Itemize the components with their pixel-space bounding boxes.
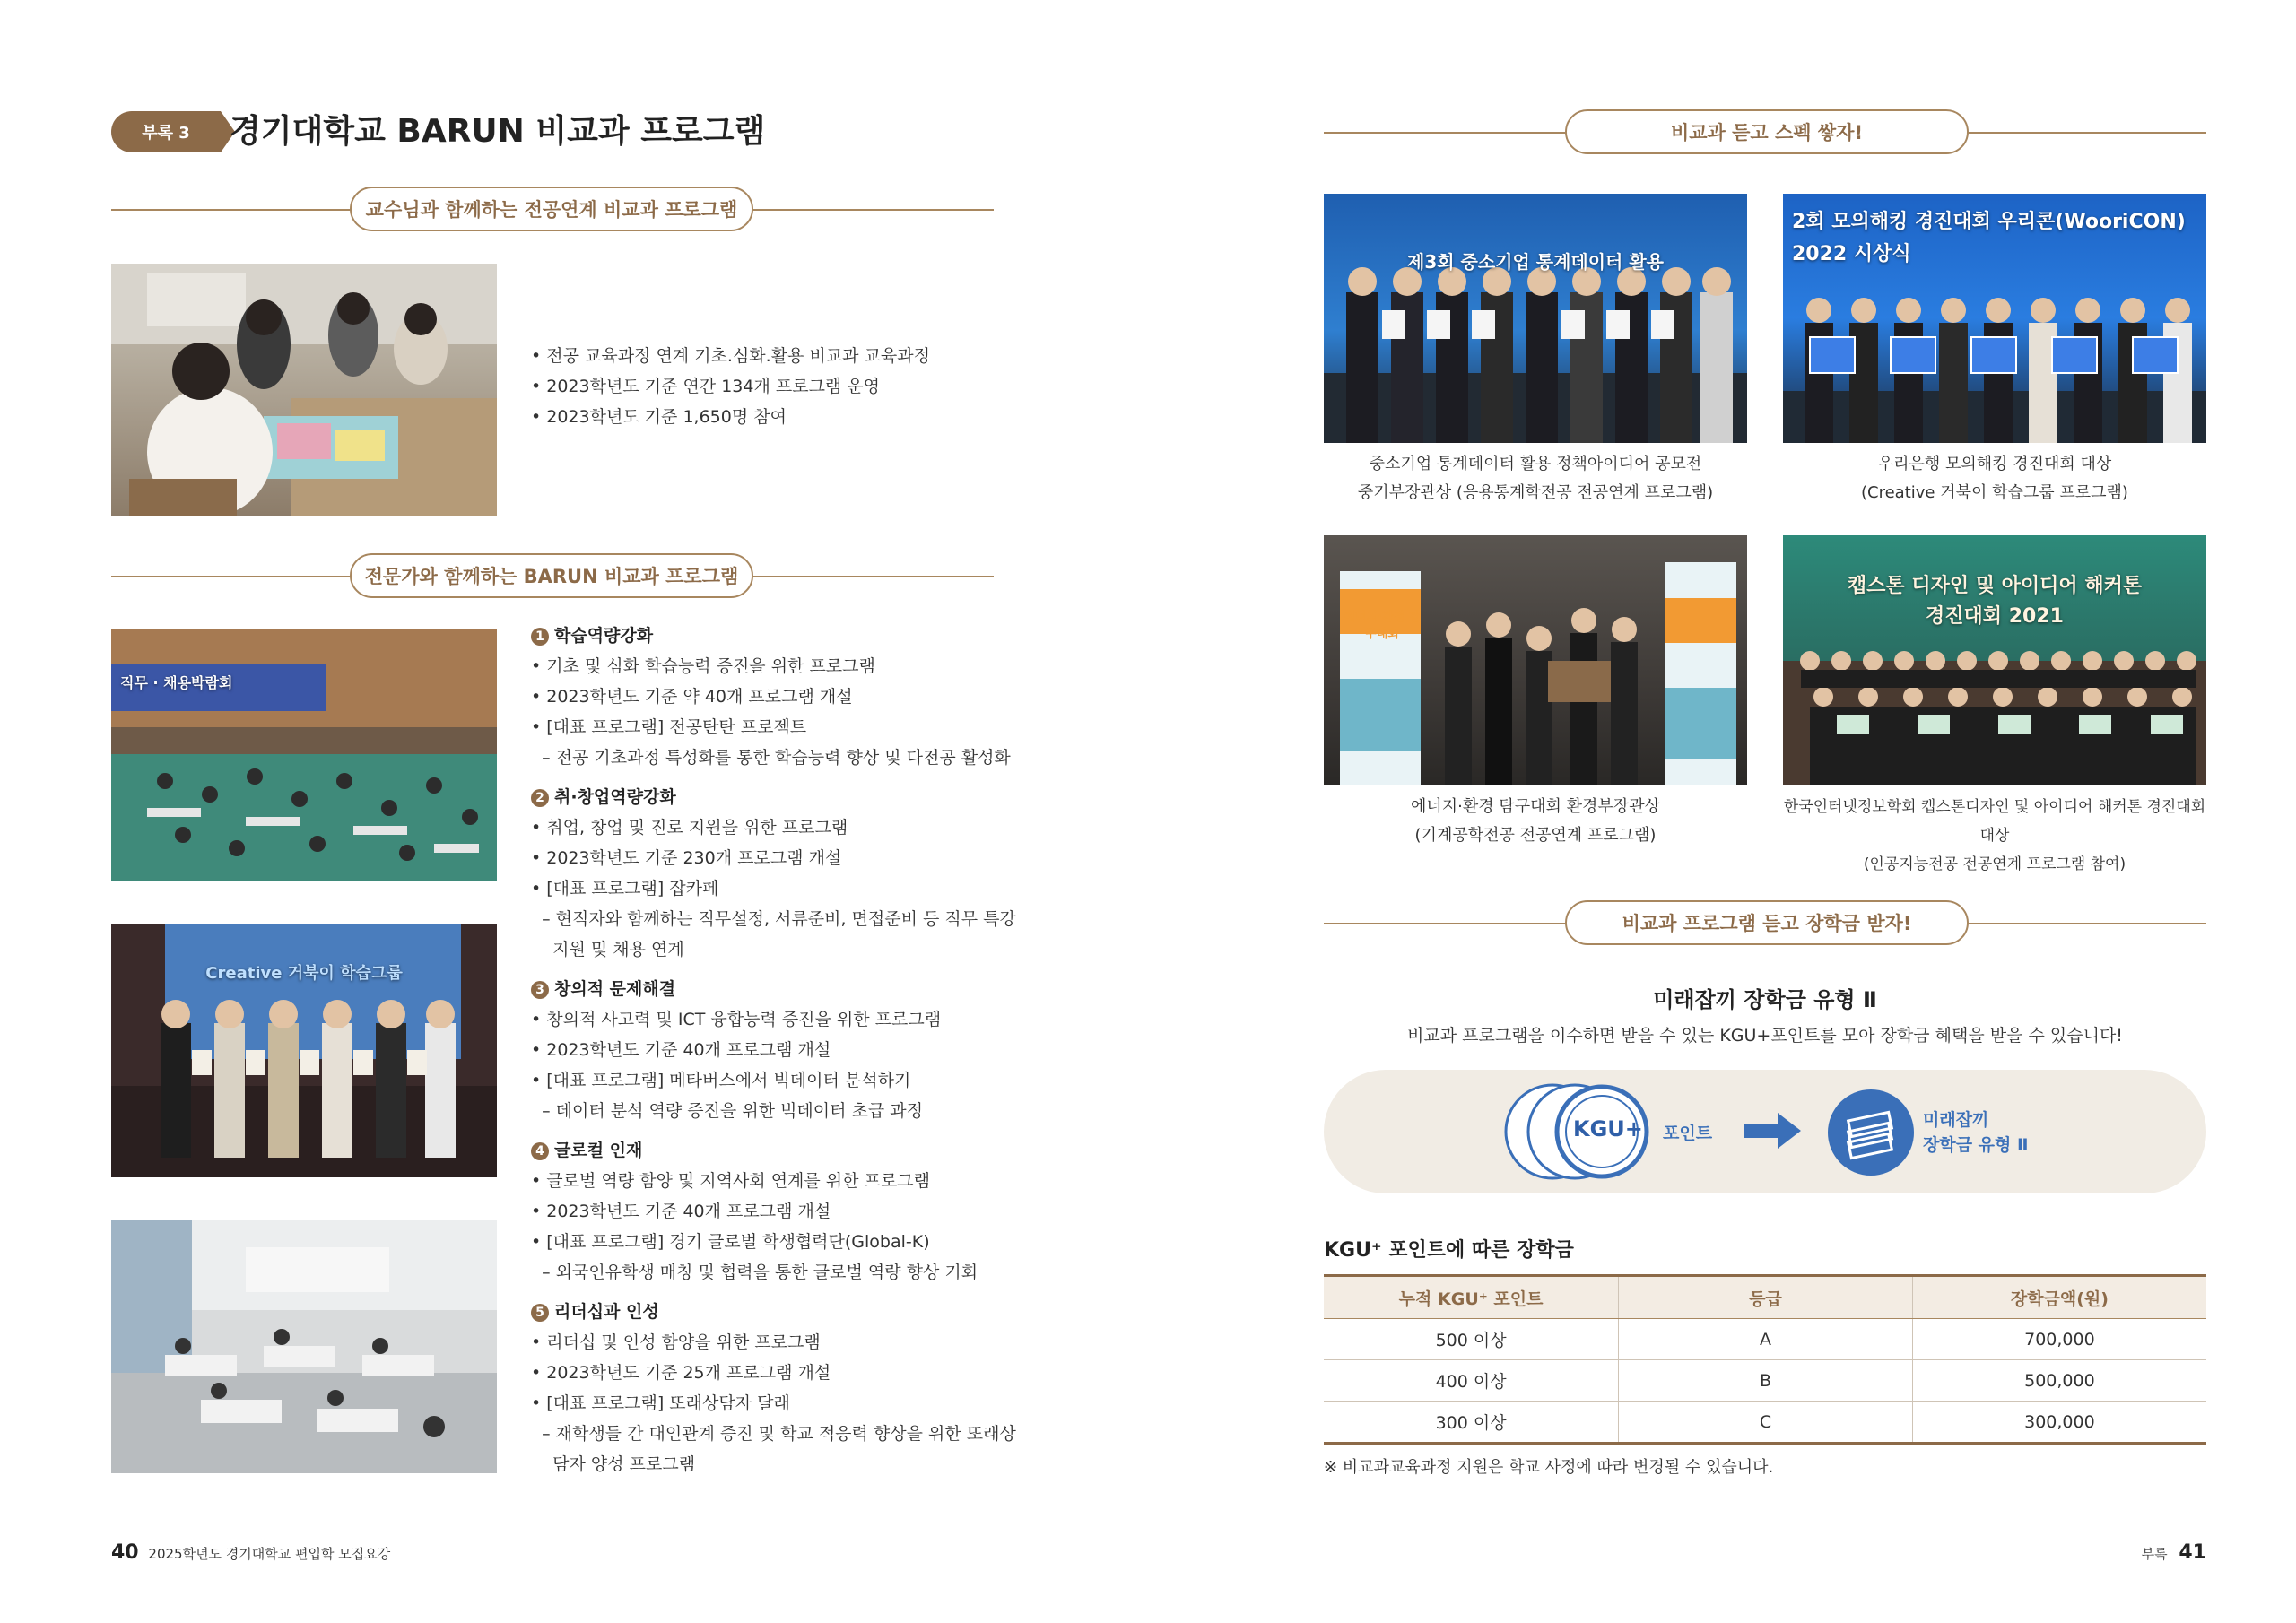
column-header: 장학금액(원) <box>1912 1276 2206 1319</box>
footer-text: 부록 <box>2141 1546 2168 1562</box>
list-item: – 재학생들 간 대인관계 증진 및 학교 적응력 향상을 위한 또래상 <box>531 1424 1016 1444</box>
list-item: 담자 양성 프로그램 <box>531 1454 696 1474</box>
page-number: 40 <box>111 1541 139 1564</box>
appendix-badge: 부록 3 <box>111 111 221 152</box>
table-cell: 500,000 <box>1912 1360 2206 1402</box>
bullet-item: • 2023학년도 기준 1,650명 참여 <box>531 407 787 427</box>
gallery-photo-capstone <box>1783 535 2206 785</box>
bullet-item: • 전공 교육과정 연계 기초.심화.활용 비교과 교육과정 <box>531 346 930 366</box>
number-badge: 4 <box>531 1142 549 1160</box>
list-item: • 2023학년도 기준 40개 프로그램 개설 <box>531 1040 831 1060</box>
number-badge: 1 <box>531 628 549 646</box>
gallery-photo-sme-contest <box>1324 194 1747 443</box>
photo-banner-text: Creative 거북이 학습그룹 <box>205 964 403 983</box>
table-cell: 700,000 <box>1912 1319 2206 1360</box>
list-item: – 외국인유학생 매칭 및 협력을 통한 글로벌 역량 향상 기회 <box>531 1263 978 1282</box>
number-badge: 2 <box>531 789 549 807</box>
photo-banner-text: 직무 · 채용박람회 <box>120 674 233 691</box>
photo-banner-text: 캡스톤 디자인 및 아이디어 해커톤 경진대회 2021 <box>1847 575 2143 628</box>
gallery-caption <box>1324 450 1747 508</box>
list-item: • [대표 프로그램] 전공탄탄 프로젝트 <box>531 717 807 737</box>
result-line: 장학금 유형 Ⅱ <box>1923 1135 2029 1155</box>
list-item: – 현직자와 함께하는 직무설정, 서류준비, 면접준비 등 직무 특강 <box>531 909 1016 929</box>
table-cell: 400 이상 <box>1324 1360 1619 1402</box>
caption-line: 중소기업 통계데이터 활용 정책아이디어 공모전 <box>1369 455 1702 473</box>
footer-left <box>111 1541 390 1564</box>
table-cell: 300,000 <box>1912 1402 2206 1444</box>
list-item: • 글로벌 역량 함양 및 지역사회 연계를 위한 프로그램 <box>531 1171 930 1191</box>
group-leadership <box>531 1297 1016 1480</box>
column-header: 누적 KGU⁺ 포인트 <box>1324 1276 1619 1319</box>
scholarship-table <box>1324 1274 2206 1445</box>
list-item: • [대표 프로그램] 경기 글로벌 학생협력단(Global-K) <box>531 1232 930 1252</box>
number-badge: 3 <box>531 981 549 999</box>
section-pill-spec: 비교과 듣고 스펙 쌓자! <box>1565 109 1969 154</box>
table-row <box>1324 1360 2206 1402</box>
list-item: • 2023학년도 기준 25개 프로그램 개설 <box>531 1363 831 1383</box>
bullet-item: • 2023학년도 기준 연간 134개 프로그램 운영 <box>531 377 881 396</box>
table-cell: C <box>1619 1402 1913 1444</box>
list-item: • [대표 프로그램] 또래상담자 달래 <box>531 1393 790 1413</box>
footer-right <box>2142 1541 2206 1564</box>
money-stack-icon <box>1828 1089 1914 1176</box>
points-label: 포인트 <box>1663 1124 1713 1143</box>
group-title: 취·창업역량강화 <box>554 787 676 807</box>
group-learning <box>531 621 1011 773</box>
photo-banner-text: 에너지·환경 탐구대회 <box>1344 611 1421 641</box>
section-pill-major-linked: 교수님과 함께하는 전공연계 비교과 프로그램 <box>350 187 753 231</box>
result-line: 미래잡끼 <box>1923 1110 1989 1130</box>
list-item: • [대표 프로그램] 잡카페 <box>531 879 719 898</box>
photo-classroom-activity <box>111 264 497 516</box>
number-badge: 5 <box>531 1304 549 1322</box>
arrow-right-icon <box>1744 1113 1801 1149</box>
gallery-caption <box>1783 450 2206 508</box>
list-item: • 취업, 창업 및 진로 지원을 위한 프로그램 <box>531 818 848 838</box>
list-item: 지원 및 채용 연계 <box>531 940 684 959</box>
gallery-photo-energy-env <box>1324 535 1747 785</box>
list-item: • 2023학년도 기준 230개 프로그램 개설 <box>531 848 842 868</box>
table-cell: 300 이상 <box>1324 1402 1619 1444</box>
list-item: – 전공 기초과정 특성화를 통한 학습능력 향상 및 다전공 활성화 <box>531 748 1011 768</box>
section-pill-expert-barun: 전문가와 함께하는 BARUN 비교과 프로그램 <box>350 553 753 598</box>
photo-award-group <box>111 924 497 1177</box>
photo-banner-text: 제3회 중소기업 통계데이터 활용 <box>1407 251 1664 273</box>
list-item: • 2023학년도 기준 40개 프로그램 개설 <box>531 1202 831 1221</box>
section-pill-scholarship: 비교과 프로그램 듣고 장학금 받자! <box>1565 900 1969 945</box>
footnote: ※ 비교과교육과정 지원은 학교 사정에 따라 변경될 수 있습니다. <box>1324 1458 1774 1477</box>
group-title: 창의적 문제해결 <box>554 979 676 999</box>
gallery-photo-wooricon <box>1783 194 2206 443</box>
caption-line: (기계공학전공 전공연계 프로그램) <box>1414 826 1657 845</box>
caption-line: 에너지·환경 탐구대회 환경부장관상 <box>1411 797 1660 816</box>
list-item: • 2023학년도 기준 약 40개 프로그램 개설 <box>531 687 853 707</box>
section1-bullets <box>531 341 930 432</box>
photo-illustration <box>1324 194 1747 443</box>
caption-line: 한국인터넷정보학회 캡스톤디자인 및 아이디어 해커톤 경진대회 대상 <box>1783 798 2206 845</box>
group-creative <box>531 974 941 1126</box>
group-title: 학습역량강화 <box>554 626 654 646</box>
caption-line: (인공지능전공 전공연계 프로그램 참여) <box>1863 855 2126 873</box>
table-row <box>1324 1319 2206 1360</box>
photo-illustration <box>111 629 497 881</box>
photo-classroom-peer <box>111 1220 497 1473</box>
table-cell: A <box>1619 1319 1913 1360</box>
list-item: • 창의적 사고력 및 ICT 융합능력 증진을 위한 프로그램 <box>531 1010 942 1029</box>
footer-text: 2025학년도 경기대학교 편입학 모집요강 <box>148 1546 391 1562</box>
list-item: • 리더십 및 인성 함양을 위한 프로그램 <box>531 1332 821 1352</box>
table-header-row <box>1324 1276 2206 1319</box>
group-title: 리더십과 인성 <box>554 1302 659 1322</box>
table-row <box>1324 1402 2206 1444</box>
list-item: – 데이터 분석 역량 증진을 위한 빅데이터 초급 과정 <box>531 1101 923 1121</box>
gallery-caption <box>1783 793 2206 879</box>
table-cell: B <box>1619 1360 1913 1402</box>
photo-banner-text: 2회 모의해킹 경진대회 우리콘(WooriCON) 2022 시상식 <box>1792 211 2186 265</box>
gallery-caption <box>1324 793 1747 850</box>
caption-line: (Creative 거북이 학습그룹 프로그램) <box>1861 483 2128 502</box>
scholarship-flow <box>1324 1070 2206 1193</box>
scholarship-description: 비교과 프로그램을 이수하면 받을 수 있는 KGU+포인트를 모아 장학금 혜택을 받을 수 있습니다! <box>1407 1026 2123 1046</box>
column-header: 등급 <box>1619 1276 1913 1319</box>
photo-illustration <box>1324 535 1747 785</box>
group-career <box>531 782 1016 965</box>
photo-illustration <box>111 264 497 516</box>
group-glocal <box>531 1135 978 1288</box>
photo-illustration <box>111 1220 497 1473</box>
caption-line: 중기부장관상 (응용통계학전공 전공연계 프로그램) <box>1357 483 1714 502</box>
photo-job-fair <box>111 629 497 881</box>
scholarship-title: 미래잡끼 장학금 유형 Ⅱ <box>1653 987 1877 1012</box>
kgu-coin-label: KGU+ <box>1573 1116 1643 1141</box>
caption-line: 우리은행 모의해킹 경진대회 대상 <box>1877 455 2112 473</box>
page-title: 경기대학교 BARUN 비교과 프로그램 <box>230 113 766 150</box>
table-title: KGU⁺ 포인트에 따른 장학금 <box>1324 1239 1574 1262</box>
list-item: • [대표 프로그램] 메타버스에서 빅데이터 분석하기 <box>531 1071 911 1090</box>
group-title: 글로컬 인재 <box>554 1141 643 1160</box>
page-number: 41 <box>2179 1541 2206 1564</box>
result-label <box>1923 1107 2029 1158</box>
list-item: • 기초 및 심화 학습능력 증진을 위한 프로그램 <box>531 656 875 676</box>
table-cell: 500 이상 <box>1324 1319 1619 1360</box>
